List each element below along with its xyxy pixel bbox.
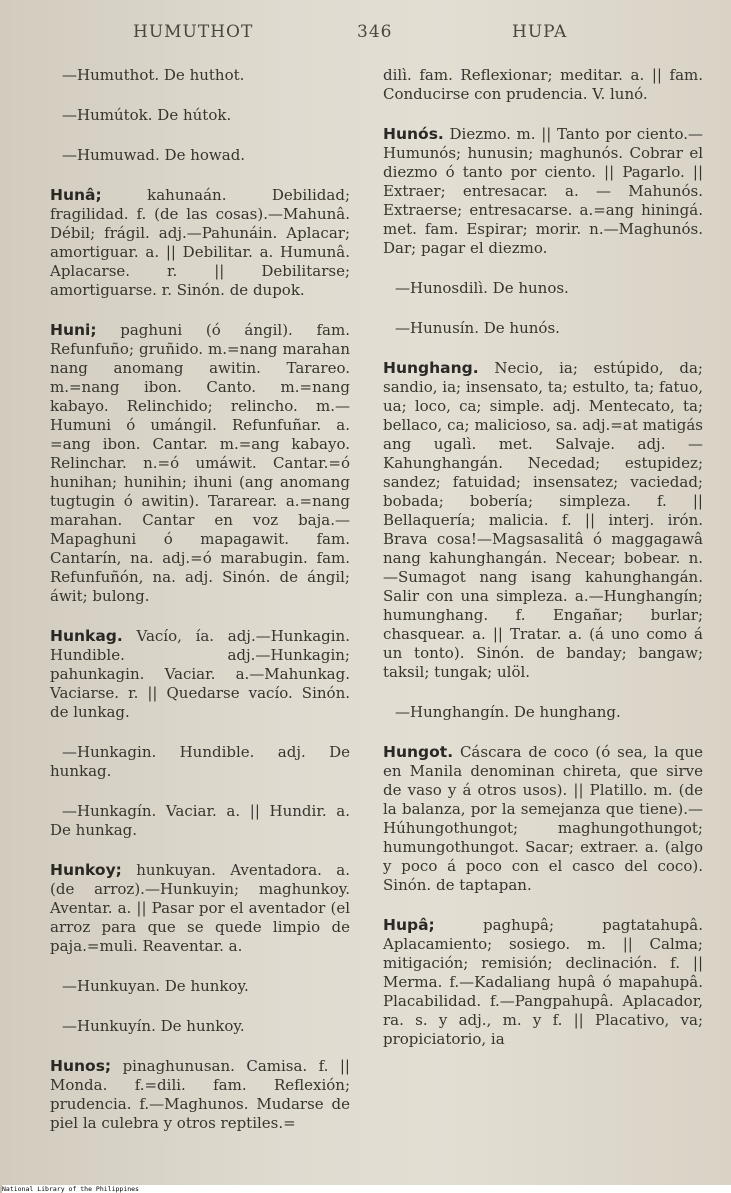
definition-text: dilì. fam. Reflexionar; meditar. a. || fam. Conducirse con prudencia. V. lunó.: [383, 66, 703, 103]
headword: Hungot.: [383, 743, 454, 761]
library-credit: National Library of the Philippines: [2, 1185, 731, 1193]
cross-reference: [50, 743, 350, 781]
definition-text: —Hunkagín. Vaciar. a. || Hundir. a. De hunkag.: [50, 802, 350, 839]
headword: Huni;: [50, 321, 97, 339]
headword: Hunghang.: [383, 359, 479, 377]
headword: Hunkoy;: [50, 861, 122, 879]
definition-text: Vacío, ía. adj.—Hunkagin. Hundible. adj.—Hunkagin; pahunkagin. Vaciar. a.—Mahunkag. Vaciarse. r. || Quedarse vacío. Sinón. de lunkag.: [50, 627, 350, 721]
cross-reference: [50, 146, 350, 165]
right-column: [383, 66, 703, 1070]
dictionary-entry: [383, 743, 703, 895]
headword: Hunkag.: [50, 627, 123, 645]
entry-continuation: [383, 66, 703, 104]
definition-text: hunkuyan. Aventadora. a. (de arroz).—Hunkuyin; maghunkoy. Aventar. a. || Pasar por el aventador (el arroz para que se quede limpio de paja.=muli. Reaventar. a.: [50, 861, 350, 955]
definition-text: —Humútok. De hútok.: [62, 106, 232, 124]
definition-text: —Humuthot. De huthot.: [62, 66, 245, 84]
page-number: 346: [357, 22, 393, 42]
headword: Hupâ;: [383, 916, 435, 934]
headword: Hunâ;: [50, 186, 102, 204]
cross-reference: [50, 66, 350, 85]
dictionary-entry: [50, 186, 350, 300]
definition-text: —Hunghangín. De hunghang.: [395, 703, 621, 721]
cross-reference: [50, 802, 350, 840]
dictionary-entry: [383, 125, 703, 258]
left-column: [50, 66, 350, 1154]
definition-text: —Hunkuyín. De hunkoy.: [62, 1017, 245, 1035]
definition-text: pinaghunusan. Camisa. f. || Monda. f.=dili. fam. Reflexión; prudencia. f.—Maghunos. Mudarse de piel la culebra y otros reptiles.=: [50, 1057, 350, 1132]
dictionary-entry: [50, 627, 350, 722]
cross-reference: [383, 703, 703, 722]
running-head-left: HUMUTHOT: [133, 22, 254, 42]
dictionary-entry: [50, 861, 350, 956]
definition-text: —Hunkagin. Hundible. adj. De hunkag.: [50, 743, 350, 780]
cross-reference: [50, 106, 350, 125]
dictionary-entry: [50, 321, 350, 606]
running-head-right: HUPA: [512, 22, 568, 42]
dictionary-entry: [50, 1057, 350, 1133]
definition-text: —Hunosdilì. De hunos.: [395, 279, 569, 297]
definition-text: Cáscara de coco (ó sea, la que en Manila denominan chireta, que sirve de vaso y á otros usos). || Platillo. m. (de la balanza, por la semejanza que tiene).— Húhungothungot; maghungothungot; humungothungot. Sacar; extraer. a. (algo y poco á poco con el casco del coco). Sinón. de taptapan.: [383, 743, 703, 894]
cross-reference: [50, 977, 350, 996]
cross-reference: [50, 1017, 350, 1036]
definition-text: —Hunkuyan. De hunkoy.: [62, 977, 249, 995]
definition-text: Diezmo. m. || Tanto por ciento.—Humunós; hunusin; maghunós. Cobrar el diezmo ó tanto por ciento. || Pagarlo. || Extraer; entresacar. a. — Mahunós. Extraerse; entresacarse. a.=ang hiningá. met. fam. Espirar; morir. n.—Maghunós. Dar; pagar el diezmo.: [383, 125, 703, 257]
cross-reference: [383, 279, 703, 298]
dictionary-entry: [383, 916, 703, 1049]
definition-text: —Hunusín. De hunós.: [395, 319, 560, 337]
dictionary-entry: [383, 359, 703, 682]
headword: Hunos;: [50, 1057, 112, 1075]
headword: Hunós.: [383, 125, 444, 143]
definition-text: Necio, ia; estúpido, da; sandio, ia; insensato, ta; estulto, ta; fatuo, ua; loco, ca; simple. adj. Mentecato, ta; bellaco, ca; malicioso, sa. adj.=at matigás ang ugalì. met. Salvaje. adj. — Kahunghangán. Necedad; estupidez; sandez; fatuidad; insensatez; vaciedad; bobada; bobería; simpleza. f. || Bellaquería; malicia. f. || interj. irón. Brava cosa!—Magsasalitâ ó maggagawâ nang kahunghangán. Necear; bobear. n.—Sumagot nang isang kahunghangán. Salir con una simpleza. a.—Hunghangín; humunghang. f. Engañar; burlar; chasquear. a. || Tratar. a. (á uno como á un tonto). Sinón. de banday; bangaw; taksil; tungak; ulöl.: [383, 359, 703, 681]
definition-text: kahunaán. Debilidad; fragilidad. f. (de las cosas).—Mahunâ. Débil; frágil. adj.—Pahunáin. Aplacar; amortiguar. a. || Debilitar. a. Humunâ. Aplacarse. r. || Debilitarse; amortiguarse. r. Sinón. de dupok.: [50, 186, 350, 299]
definition-text: —Humuwad. De howad.: [62, 146, 246, 164]
definition-text: paghupâ; pagtatahupâ. Aplacamiento; sosiego. m. || Calma; mitigación; remisión; declinación. f. || Merma. f.—Kadaliang hupâ ó mapahupâ. Placabilidad. f.—Pangpahupâ. Aplacador, ra. s. y adj., m. y f. || Placativo, va; propiciatorio, ia: [383, 916, 703, 1048]
cross-reference: [383, 319, 703, 338]
definition-text: paghuni (ó ángil). fam. Refunfuño; gruñido. m.=nang marahan nang anomang awitin. Tarareo. m.=nang ibon. Canto. m.=nang kabayo. Relinchido; relincho. m.—Humuni ó umángil. Refunfuñar. a. =ang ibon. Cantar. m.=ang kabayo. Relinchar. n.=ó umáwit. Cantar.=ó hunihan; hunihin; ihuni (ang anomang tugtugin ó awitin). Tararear. a.=nang marahan. Cantar en voz baja.—Mapaghuni ó mapagawit. fam. Cantarín, na. adj.=ó marabugin. fam. Refunfuñón, na. adj. Sinón. de ángil; áwit; bulong.: [50, 321, 350, 605]
